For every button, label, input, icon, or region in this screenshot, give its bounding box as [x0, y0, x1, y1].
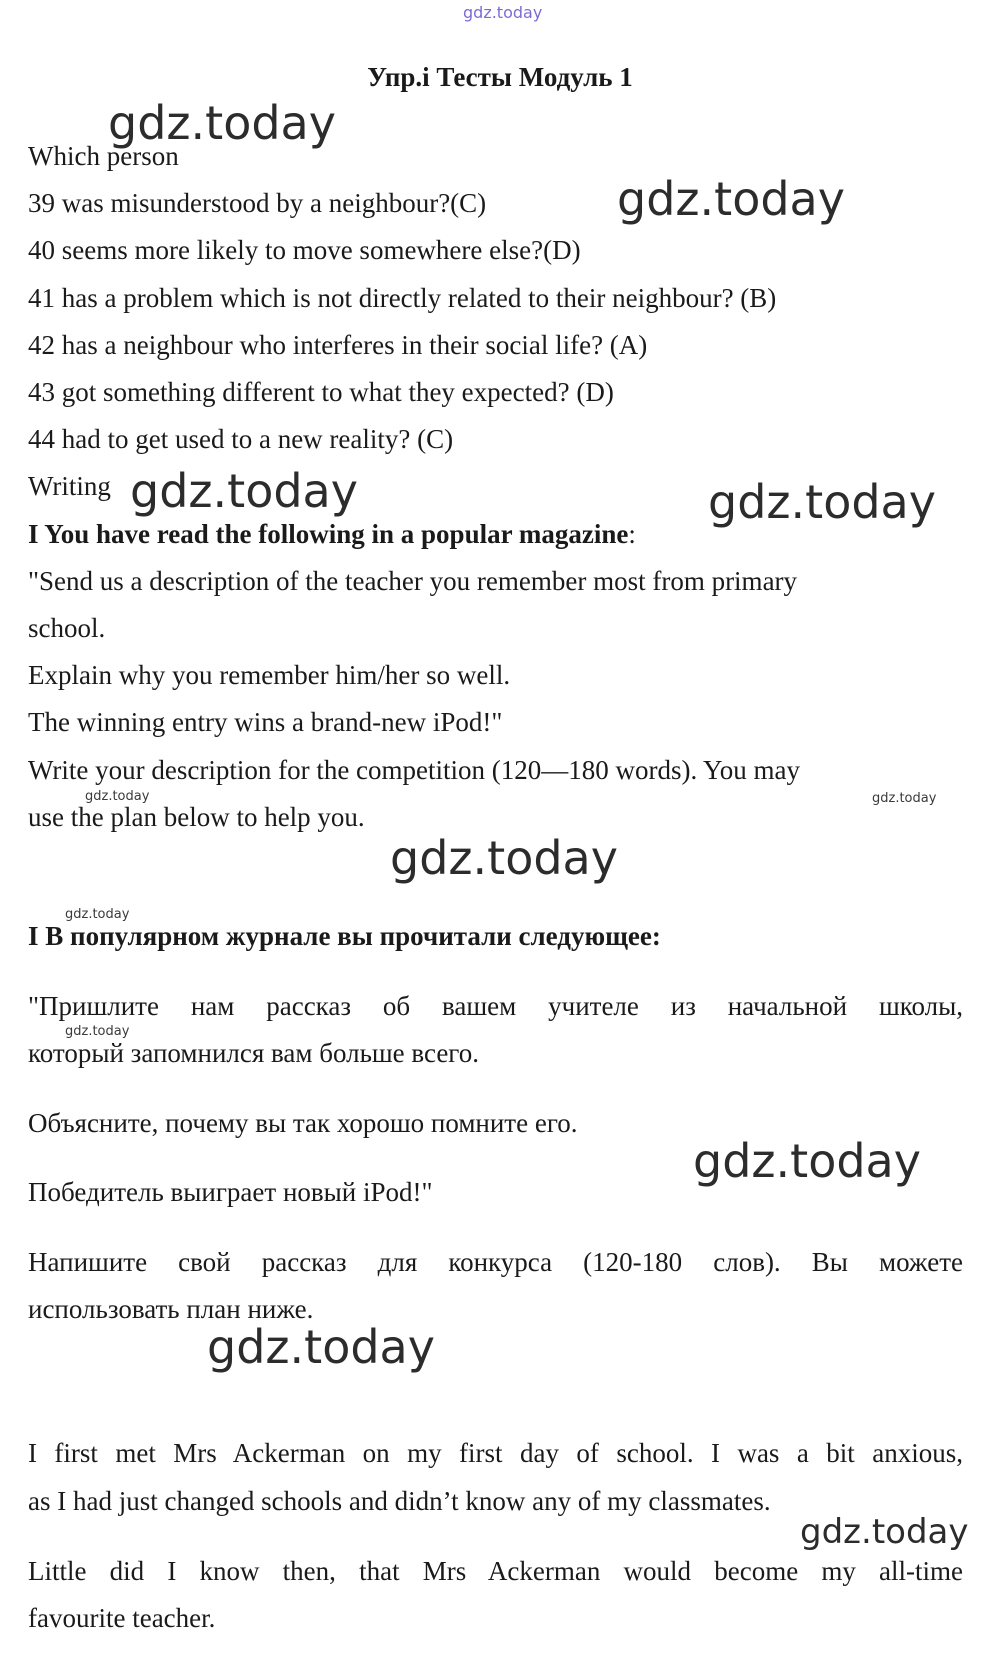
watermark-large: gdz.today — [800, 1512, 969, 1552]
translation-line-3: Объясните, почему вы так хорошо помните его. — [28, 1108, 578, 1138]
task-line-3: Explain why you remember him/her so well. — [28, 660, 511, 690]
page-title: Упр.i Тесты Модуль 1 — [367, 62, 633, 92]
watermark-small: gdz.today — [65, 1024, 130, 1039]
watermark-large: gdz.today — [207, 1320, 435, 1374]
watermark-large: gdz.today — [108, 96, 336, 150]
translation-line-2: который запомнился вам больше всего. — [28, 1038, 479, 1068]
translation-heading: I В популярном журнале вы прочитали следующее: — [28, 921, 661, 951]
essay-line-2: as I had just changed schools and didn’t know any of my classmates. — [28, 1486, 771, 1516]
watermark-large: gdz.today — [130, 464, 358, 518]
watermark-large: gdz.today — [390, 831, 618, 885]
task-line-1: "Send us a description of the teacher you remember most from primary — [28, 566, 798, 596]
question-40: 40 seems more likely to move somewhere else?(D) — [28, 235, 581, 265]
essay-line-3: Little did I know then, that Mrs Ackerman would become my all-time — [28, 1556, 963, 1586]
question-42: 42 has a neighbour who interferes in their social life? (A) — [28, 330, 648, 360]
translation-line-4: Победитель выиграет новый iPod!" — [28, 1177, 433, 1207]
task-line-5: Write your description for the competition (120—180 words). You may — [28, 755, 801, 785]
reading-intro: Which person — [28, 141, 179, 171]
top-watermark: gdz.today — [463, 3, 543, 22]
writing-task-heading-text: I You have read the following in a popular magazine — [28, 519, 629, 549]
writing-task-heading-colon: : — [628, 519, 636, 549]
question-41: 41 has a problem which is not directly related to their neighbour? (B) — [28, 283, 777, 313]
writing-label: Writing — [28, 471, 111, 501]
task-line-6: use the plan below to help you. — [28, 802, 365, 832]
watermark-large: gdz.today — [617, 172, 845, 226]
question-43: 43 got something different to what they expected? (D) — [28, 377, 614, 407]
translation-line-1: "Пришлите нам рассказ об вашем учителе из начальной школы, — [28, 991, 963, 1021]
watermark-large: gdz.today — [693, 1134, 921, 1188]
watermark-small: gdz.today — [65, 907, 130, 922]
translation-line-6: использовать план ниже. — [28, 1294, 314, 1324]
essay-line-4: favourite teacher. — [28, 1603, 216, 1633]
essay-line-1: I first met Mrs Ackerman on my first day of school. I was a bit anxious, — [28, 1438, 963, 1468]
question-39: 39 was misunderstood by a neighbour?(C) — [28, 188, 487, 218]
translation-line-5: Напишите свой рассказ для конкурса (120-180 слов). Вы можете — [28, 1247, 963, 1277]
watermark-small: gdz.today — [85, 789, 150, 804]
watermark-large: gdz.today — [708, 475, 936, 529]
watermark-small: gdz.today — [872, 791, 937, 806]
question-44: 44 had to get used to a new reality? (C) — [28, 424, 454, 454]
task-line-2: school. — [28, 613, 106, 643]
task-line-4: The winning entry wins a brand-new iPod!" — [28, 707, 503, 737]
